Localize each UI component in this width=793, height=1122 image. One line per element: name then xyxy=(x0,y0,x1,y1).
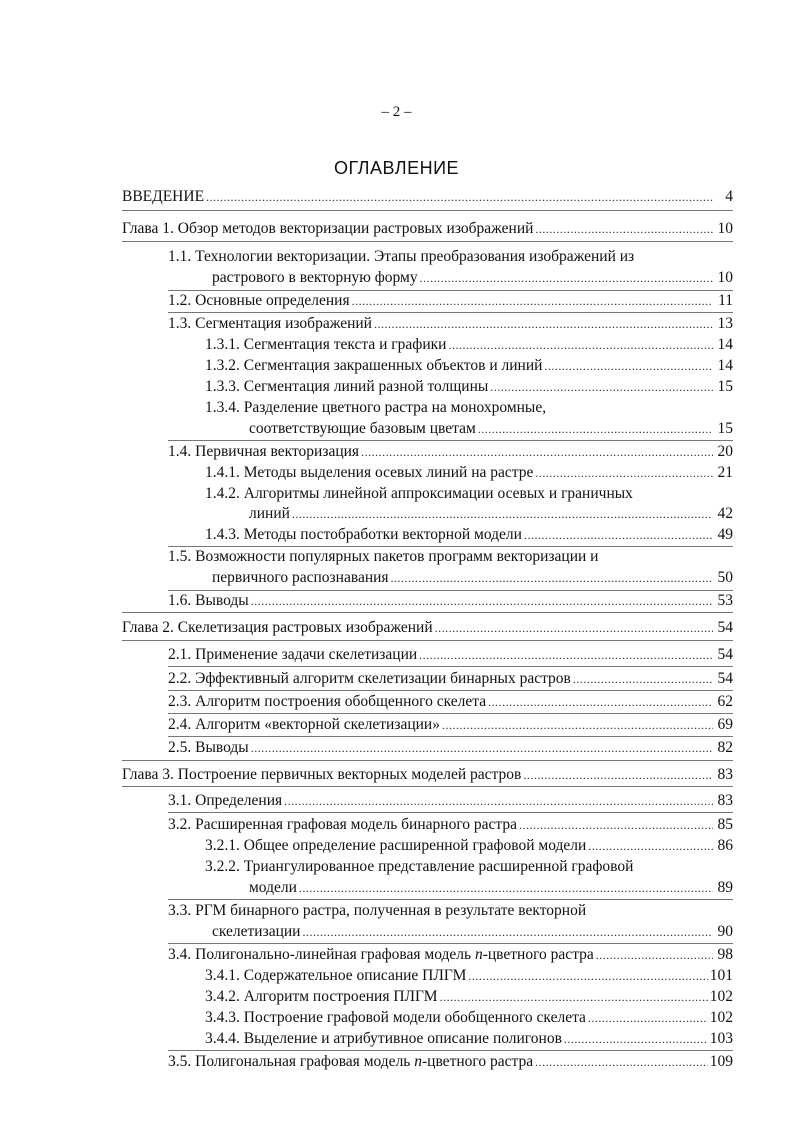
entry-title: Методы постобработки векторной модели xyxy=(243,526,522,543)
toc-entry-2-4[interactable] xyxy=(168,714,733,736)
toc-entry-3-4[interactable] xyxy=(168,944,733,966)
entry-number: 1.3.4. xyxy=(205,399,240,416)
entry-page: 20 xyxy=(717,443,733,460)
entry-title: Сегментация линий разной толщины xyxy=(243,378,489,395)
entry-page: 14 xyxy=(717,336,733,353)
entry-title: Алгоритмы линейной аппроксимации осевых и граничных xyxy=(243,485,633,502)
entry-number: 2.5. xyxy=(168,739,192,756)
leader-dots xyxy=(488,692,713,713)
toc-entry-1-4-1[interactable] xyxy=(205,462,733,484)
entry-title-part: Полигонально-линейная графовая модель xyxy=(195,946,475,963)
leader-dots xyxy=(519,815,713,836)
entry-title: Разделение цветного растра на монохромные, xyxy=(243,399,547,416)
entry-title-continued: соответствующие базовым цветам xyxy=(249,420,476,437)
toc-entry-2-3[interactable] xyxy=(168,691,733,713)
entry-title: Первичная векторизация xyxy=(195,443,360,460)
entry-title: Глава 2. Скелетизация растровых изображений xyxy=(122,619,433,636)
entry-title: Выводы xyxy=(195,592,249,609)
entry-page: 13 xyxy=(717,315,733,332)
toc-entry-1-3-2[interactable] xyxy=(205,355,733,377)
entry-number: 3.4.3. xyxy=(205,1009,240,1026)
entry-page: 10 xyxy=(717,269,733,286)
entry-page: 14 xyxy=(717,357,733,374)
entry-number: 3.4.4. xyxy=(205,1030,240,1047)
toc-title: ОГЛАВЛЕНИЕ xyxy=(333,158,460,178)
entry-title: Построение графовой модели обобщенного скелета xyxy=(243,1009,586,1026)
entry-title-continued: растрового в векторную форму xyxy=(212,269,418,286)
entry-title: Содержательное описание ПЛГМ xyxy=(243,967,467,984)
entry-title: Выводы xyxy=(195,739,249,756)
entry-title xyxy=(195,1051,533,1072)
leader-dots xyxy=(352,291,713,312)
toc-entry-1-5[interactable] xyxy=(212,567,733,589)
entry-number: 2.2. xyxy=(168,670,192,687)
toc-entry-1-5-line1[interactable] xyxy=(168,546,598,567)
entry-page: 62 xyxy=(717,693,733,710)
toc-entry-1-4-3[interactable] xyxy=(205,524,733,546)
leader-dots xyxy=(251,591,713,612)
entry-number: 3.5. xyxy=(168,1053,192,1070)
entry-number: 3.1. xyxy=(168,792,192,809)
entry-title: Расширенная графовая модель бинарного растра xyxy=(195,816,518,833)
entry-title: Технологии векторизации. Этапы преобразования изображений из xyxy=(195,248,635,265)
toc-entry-3-2-2-line1[interactable] xyxy=(205,856,633,877)
toc-entry-1-3-1[interactable] xyxy=(205,334,733,356)
toc-entry-3-2-2[interactable] xyxy=(249,877,733,899)
leader-dots xyxy=(524,525,713,546)
entry-page: 83 xyxy=(717,792,733,809)
entry-number: 1.6. xyxy=(168,592,192,609)
entry-title-part: -цветного растра xyxy=(482,946,594,963)
entry-page: 102 xyxy=(709,1009,733,1026)
entry-page: 42 xyxy=(717,505,733,522)
entry-page: 98 xyxy=(717,946,733,963)
toc-entry-2-5[interactable] xyxy=(168,737,733,759)
entry-page: 85 xyxy=(717,816,733,833)
entry-title-continued: модели xyxy=(249,879,297,896)
entry-page: 4 xyxy=(725,188,733,205)
toc-entry-3-1[interactable] xyxy=(168,790,733,812)
entry-number: 1.5. xyxy=(168,548,192,565)
leader-dots xyxy=(564,1029,708,1050)
entry-page: 82 xyxy=(717,739,733,756)
leader-dots xyxy=(468,966,707,987)
entry-number: 3.4. xyxy=(168,946,192,963)
entry-number: 3.2.1. xyxy=(205,837,240,854)
leader-dots xyxy=(523,765,713,786)
toc-entry-1-4-2[interactable] xyxy=(249,503,733,525)
leader-dots xyxy=(440,987,708,1008)
toc-entry-1-4-2-line1[interactable] xyxy=(205,483,633,504)
separator-line xyxy=(122,612,733,613)
entry-number: 3.2.2. xyxy=(205,858,240,875)
entry-title: Сегментация текста и графики xyxy=(243,336,447,353)
entry-page: 15 xyxy=(717,420,733,437)
entry-title-part: Полигональная графовая модель xyxy=(195,1053,415,1070)
entry-number: 1.4.2. xyxy=(205,485,240,502)
entry-page: 89 xyxy=(717,879,733,896)
leader-dots xyxy=(420,268,713,289)
entry-title: Сегментация изображений xyxy=(195,315,372,332)
toc-entry-3-2[interactable] xyxy=(168,814,733,836)
entry-title: Выделение и атрибутивное описание полигонов xyxy=(243,1030,562,1047)
entry-page: 49 xyxy=(717,526,733,543)
entry-title: Триангулированное представление расширенной графовой xyxy=(243,858,634,875)
entry-number: 2.4. xyxy=(168,716,192,733)
toc-entry-chapter-1[interactable] xyxy=(122,218,733,240)
entry-title-continued: скелетизации xyxy=(212,923,301,940)
page-number: – 2 – xyxy=(381,104,412,120)
toc-entry-1-1[interactable] xyxy=(212,267,733,289)
entry-title xyxy=(195,944,594,965)
leader-dots xyxy=(478,419,713,440)
entry-number: 1.3.2. xyxy=(205,357,240,374)
entry-title-continued: линий xyxy=(249,505,290,522)
leader-dots xyxy=(596,945,713,966)
toc-entry-3-4-2[interactable] xyxy=(205,986,733,1008)
toc-entry-1-2[interactable] xyxy=(168,290,733,312)
leader-dots xyxy=(448,335,713,356)
entry-page: 54 xyxy=(717,646,733,663)
entry-page: 109 xyxy=(709,1053,733,1070)
entry-title: Методы выделения осевых линий на растре xyxy=(243,464,534,481)
entry-title: Применение задачи скелетизации xyxy=(195,646,418,663)
entry-page: 83 xyxy=(717,766,733,783)
toc-entry-1-3-4-line1[interactable] xyxy=(205,397,546,418)
entry-title: Общее определение расширенной графовой модели xyxy=(243,837,587,854)
leader-dots xyxy=(302,922,713,943)
separator-line xyxy=(122,760,733,761)
separator-line xyxy=(122,786,733,787)
entry-page: 103 xyxy=(709,1030,733,1047)
entry-page: 21 xyxy=(717,464,733,481)
toc-entry-3-3-line1[interactable] xyxy=(168,900,586,921)
entry-page: 10 xyxy=(717,220,733,237)
leader-dots xyxy=(535,1052,708,1073)
toc-entry-2-1[interactable] xyxy=(168,644,733,666)
entry-page: 69 xyxy=(717,716,733,733)
toc-entry-1-6[interactable] xyxy=(168,590,733,612)
toc-entry-1-1-line1[interactable] xyxy=(168,246,634,267)
leader-dots xyxy=(391,568,713,589)
entry-title: Глава 1. Обзор методов векторизации растровых изображений xyxy=(122,220,534,237)
toc-entry-3-3[interactable] xyxy=(212,921,733,943)
entry-title: Сегментация закрашенных объектов и линий xyxy=(243,357,543,374)
toc-entry-3-4-3[interactable] xyxy=(205,1007,733,1029)
entry-number: 1.1. xyxy=(168,248,192,265)
entry-page: 54 xyxy=(717,619,733,636)
entry-page: 53 xyxy=(717,592,733,609)
entry-number: 3.4.2. xyxy=(205,988,240,1005)
entry-page: 15 xyxy=(717,378,733,395)
entry-number: 1.2. xyxy=(168,292,192,309)
entry-number: 3.2. xyxy=(168,816,192,833)
entry-page: 86 xyxy=(717,837,733,854)
leader-dots xyxy=(284,791,713,812)
leader-dots xyxy=(573,669,713,690)
separator-line xyxy=(168,666,733,667)
toc-entry-3-4-4[interactable] xyxy=(205,1028,733,1050)
entry-number: 1.4.3. xyxy=(205,526,240,543)
entry-number: 1.3.3. xyxy=(205,378,240,395)
entry-number: 1.4.1. xyxy=(205,464,240,481)
leader-dots xyxy=(490,377,713,398)
leader-dots xyxy=(535,463,713,484)
entry-title-part: -цветного растра xyxy=(422,1053,534,1070)
entry-title: Эффективный алгоритм скелетизации бинарных растров xyxy=(195,670,571,687)
leader-dots xyxy=(206,187,713,208)
entry-number: 2.1. xyxy=(168,646,192,663)
toc-entry-3-4-1[interactable] xyxy=(205,965,733,987)
entry-title: Основные определения xyxy=(195,292,350,309)
toc-entry-2-2[interactable] xyxy=(168,668,733,690)
leader-dots xyxy=(292,504,713,525)
entry-title-variable: n xyxy=(414,1053,422,1070)
entry-title: Глава 3. Построение первичных векторных моделей растров xyxy=(122,766,522,783)
entry-number: 1.3.1. xyxy=(205,336,240,353)
entry-number: 3.4.1. xyxy=(205,967,240,984)
toc-entry-chapter-2[interactable] xyxy=(122,617,733,639)
leader-dots xyxy=(374,314,713,335)
entry-number: 2.3. xyxy=(168,693,192,710)
separator-line xyxy=(168,812,733,813)
leader-dots xyxy=(419,645,713,666)
entry-number: 1.4. xyxy=(168,443,192,460)
toc-entry-1-3[interactable] xyxy=(168,313,733,335)
entry-number: 3.3. xyxy=(168,902,192,919)
leader-dots xyxy=(442,715,713,736)
toc-entry-1-3-3[interactable] xyxy=(205,376,733,398)
leader-dots xyxy=(544,356,713,377)
leader-dots xyxy=(588,1008,708,1029)
entry-title: Возможности популярных пакетов программ векторизации и xyxy=(195,548,599,565)
leader-dots xyxy=(535,219,713,240)
entry-page: 90 xyxy=(717,923,733,940)
entry-title: Алгоритм «векторной скелетизации» xyxy=(195,716,440,733)
entry-title: Алгоритм построения ПЛГМ xyxy=(243,988,438,1005)
toc-entry-1-4[interactable] xyxy=(168,441,733,463)
entry-page: 50 xyxy=(717,569,733,586)
entry-page: 11 xyxy=(718,292,733,309)
toc-entry-introduction[interactable] xyxy=(122,186,733,208)
leader-dots xyxy=(251,738,713,759)
entry-title: Алгоритм построения обобщенного скелета xyxy=(195,693,487,710)
toc-entry-3-2-1[interactable] xyxy=(205,835,733,857)
toc-entry-chapter-3[interactable] xyxy=(122,764,733,786)
leader-dots xyxy=(361,442,713,463)
separator-line xyxy=(122,210,733,211)
separator-line xyxy=(122,241,733,242)
entry-number: 1.3. xyxy=(168,315,192,332)
entry-page: 101 xyxy=(709,967,733,984)
toc-entry-1-3-4[interactable] xyxy=(249,418,733,440)
leader-dots xyxy=(299,878,713,899)
separator-line xyxy=(122,640,733,641)
entry-title-variable: n xyxy=(474,946,483,963)
entry-title-continued: первичного распознавания xyxy=(212,569,389,586)
entry-title: РГМ бинарного растра, полученная в результате векторной xyxy=(195,902,587,919)
entry-page: 54 xyxy=(717,670,733,687)
toc-entry-3-5[interactable] xyxy=(168,1051,733,1073)
leader-dots xyxy=(588,836,713,857)
entry-title: ВВЕДЕНИЕ xyxy=(122,188,205,205)
leader-dots xyxy=(435,618,713,639)
entry-page: 102 xyxy=(709,988,733,1005)
entry-title: Определения xyxy=(195,792,283,809)
